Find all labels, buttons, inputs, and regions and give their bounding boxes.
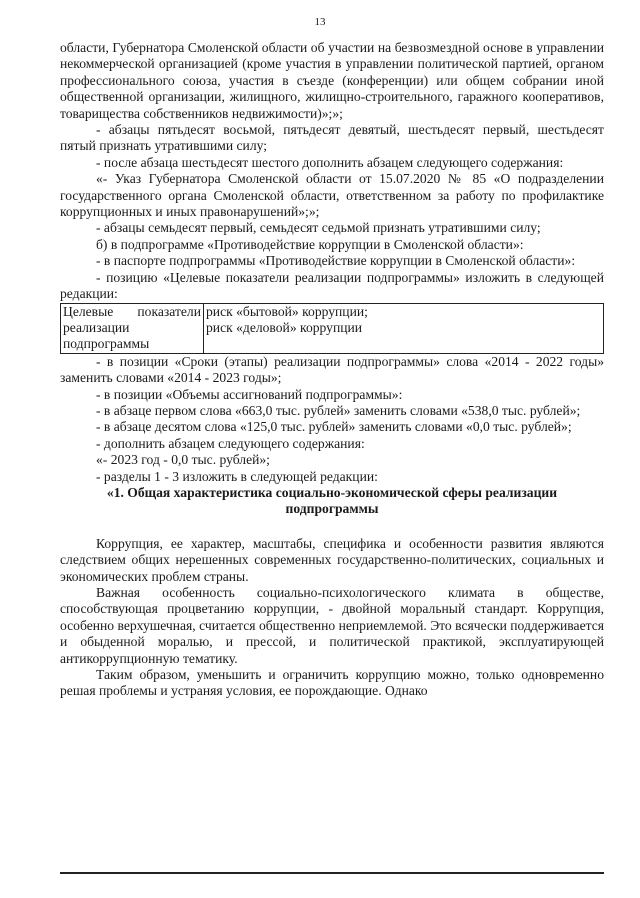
paragraph: - в позиции «Сроки (этапы) реализации подпрограммы» слова «2014 - 2022 годы» заменить словами «2014 - 2023 годы»; bbox=[60, 353, 604, 386]
paragraph: - дополнить абзацем следующего содержания: bbox=[96, 435, 365, 451]
table-value-cell bbox=[204, 303, 604, 353]
paragraph: - разделы 1 - 3 изложить в следующей редакции: bbox=[96, 468, 378, 484]
paragraph: Важная особенность социально-психологического климата в обществе, способствующая процветанию коррупции, - двойной моральный стандарт. Коррупция, особенно верхушечная, считается общественно неприемлемой. Это всячески поддерживается и обыденной моралью, и прессой, и политической практикой, эксплуатирующей антикоррупционную тематику. bbox=[60, 585, 604, 666]
paragraph: области, Губернатора Смоленской области об участии на безвозмездной основе в управлении некоммерческой организацией (кроме участия в управлении политической партией, органом профессионального союза, участия в съезде (конференции) или общем собрании иной общественной организации, жилищного, жилищно-строительного, гаражного кооперативов, товарищества собственников недвижимости)»;»; bbox=[60, 40, 604, 121]
paragraph: - в абзаце десятом слова «125,0 тыс. рублей» заменить словами «0,0 тыс. рублей»; bbox=[96, 419, 572, 435]
paragraph: Коррупция, ее характер, масштабы, специфика и особенности развития являются следствием общих нерешенных современных государственно-политических, социальных и экономических проблем страны. bbox=[60, 535, 604, 584]
table-value-line: риск «деловой» коррупции bbox=[206, 319, 363, 335]
target-indicators-table bbox=[60, 303, 604, 354]
paragraph: - позицию «Целевые показатели реализации подпрограммы» изложить в следующей редакции: bbox=[60, 269, 604, 302]
paragraph: - в абзаце первом слова «663,0 тыс. рублей» заменить словами «538,0 тыс. рублей»; bbox=[96, 402, 581, 418]
paragraph: «- Указ Губернатора Смоленской области от 15.07.2020 № 85 «О подразделении государственного органа Смоленской области, ответственном за работу по профилактике коррупционных и иных правонарушений»;»; bbox=[60, 171, 604, 220]
paragraph: Таким образом, уменьшить и ограничить коррупцию можно, только одновременно решая проблемы и устраняя условия, ее порождающие. Однако bbox=[60, 667, 604, 699]
bottom-rule bbox=[60, 872, 604, 874]
section-title: «1. Общая характеристика социально-экономической сферы реализации подпрограммы bbox=[106, 484, 558, 517]
paragraph: б) в подпрограмме «Противодействие коррупции в Смоленской области»: bbox=[96, 236, 524, 252]
paragraph: - в позиции «Объемы ассигнований подпрограммы»: bbox=[96, 386, 403, 402]
paragraph: - после абзаца шестьдесят шестого дополнить абзацем следующего содержания: bbox=[96, 154, 564, 170]
paragraph: - абзацы семьдесят первый, семьдесят седьмой признать утратившими силу; bbox=[96, 220, 541, 236]
page-number: 13 bbox=[314, 16, 326, 28]
table-row bbox=[61, 303, 604, 353]
document-body bbox=[60, 40, 604, 700]
paragraph: - в паспорте подпрограммы «Противодействие коррупции в Смоленской области»: bbox=[96, 253, 576, 269]
paragraph: - абзацы пятьдесят восьмой, пятьдесят девятый, шестьдесят первый, шестьдесят пятый признать утратившими силу; bbox=[60, 122, 604, 154]
spacer bbox=[60, 518, 604, 536]
paragraph: «- 2023 год - 0,0 тыс. рублей»; bbox=[96, 452, 270, 468]
table-value-line: риск «бытовой» коррупции; bbox=[206, 303, 368, 319]
table-label-cell: Целевые показатели реализации подпрограммы bbox=[61, 303, 204, 353]
